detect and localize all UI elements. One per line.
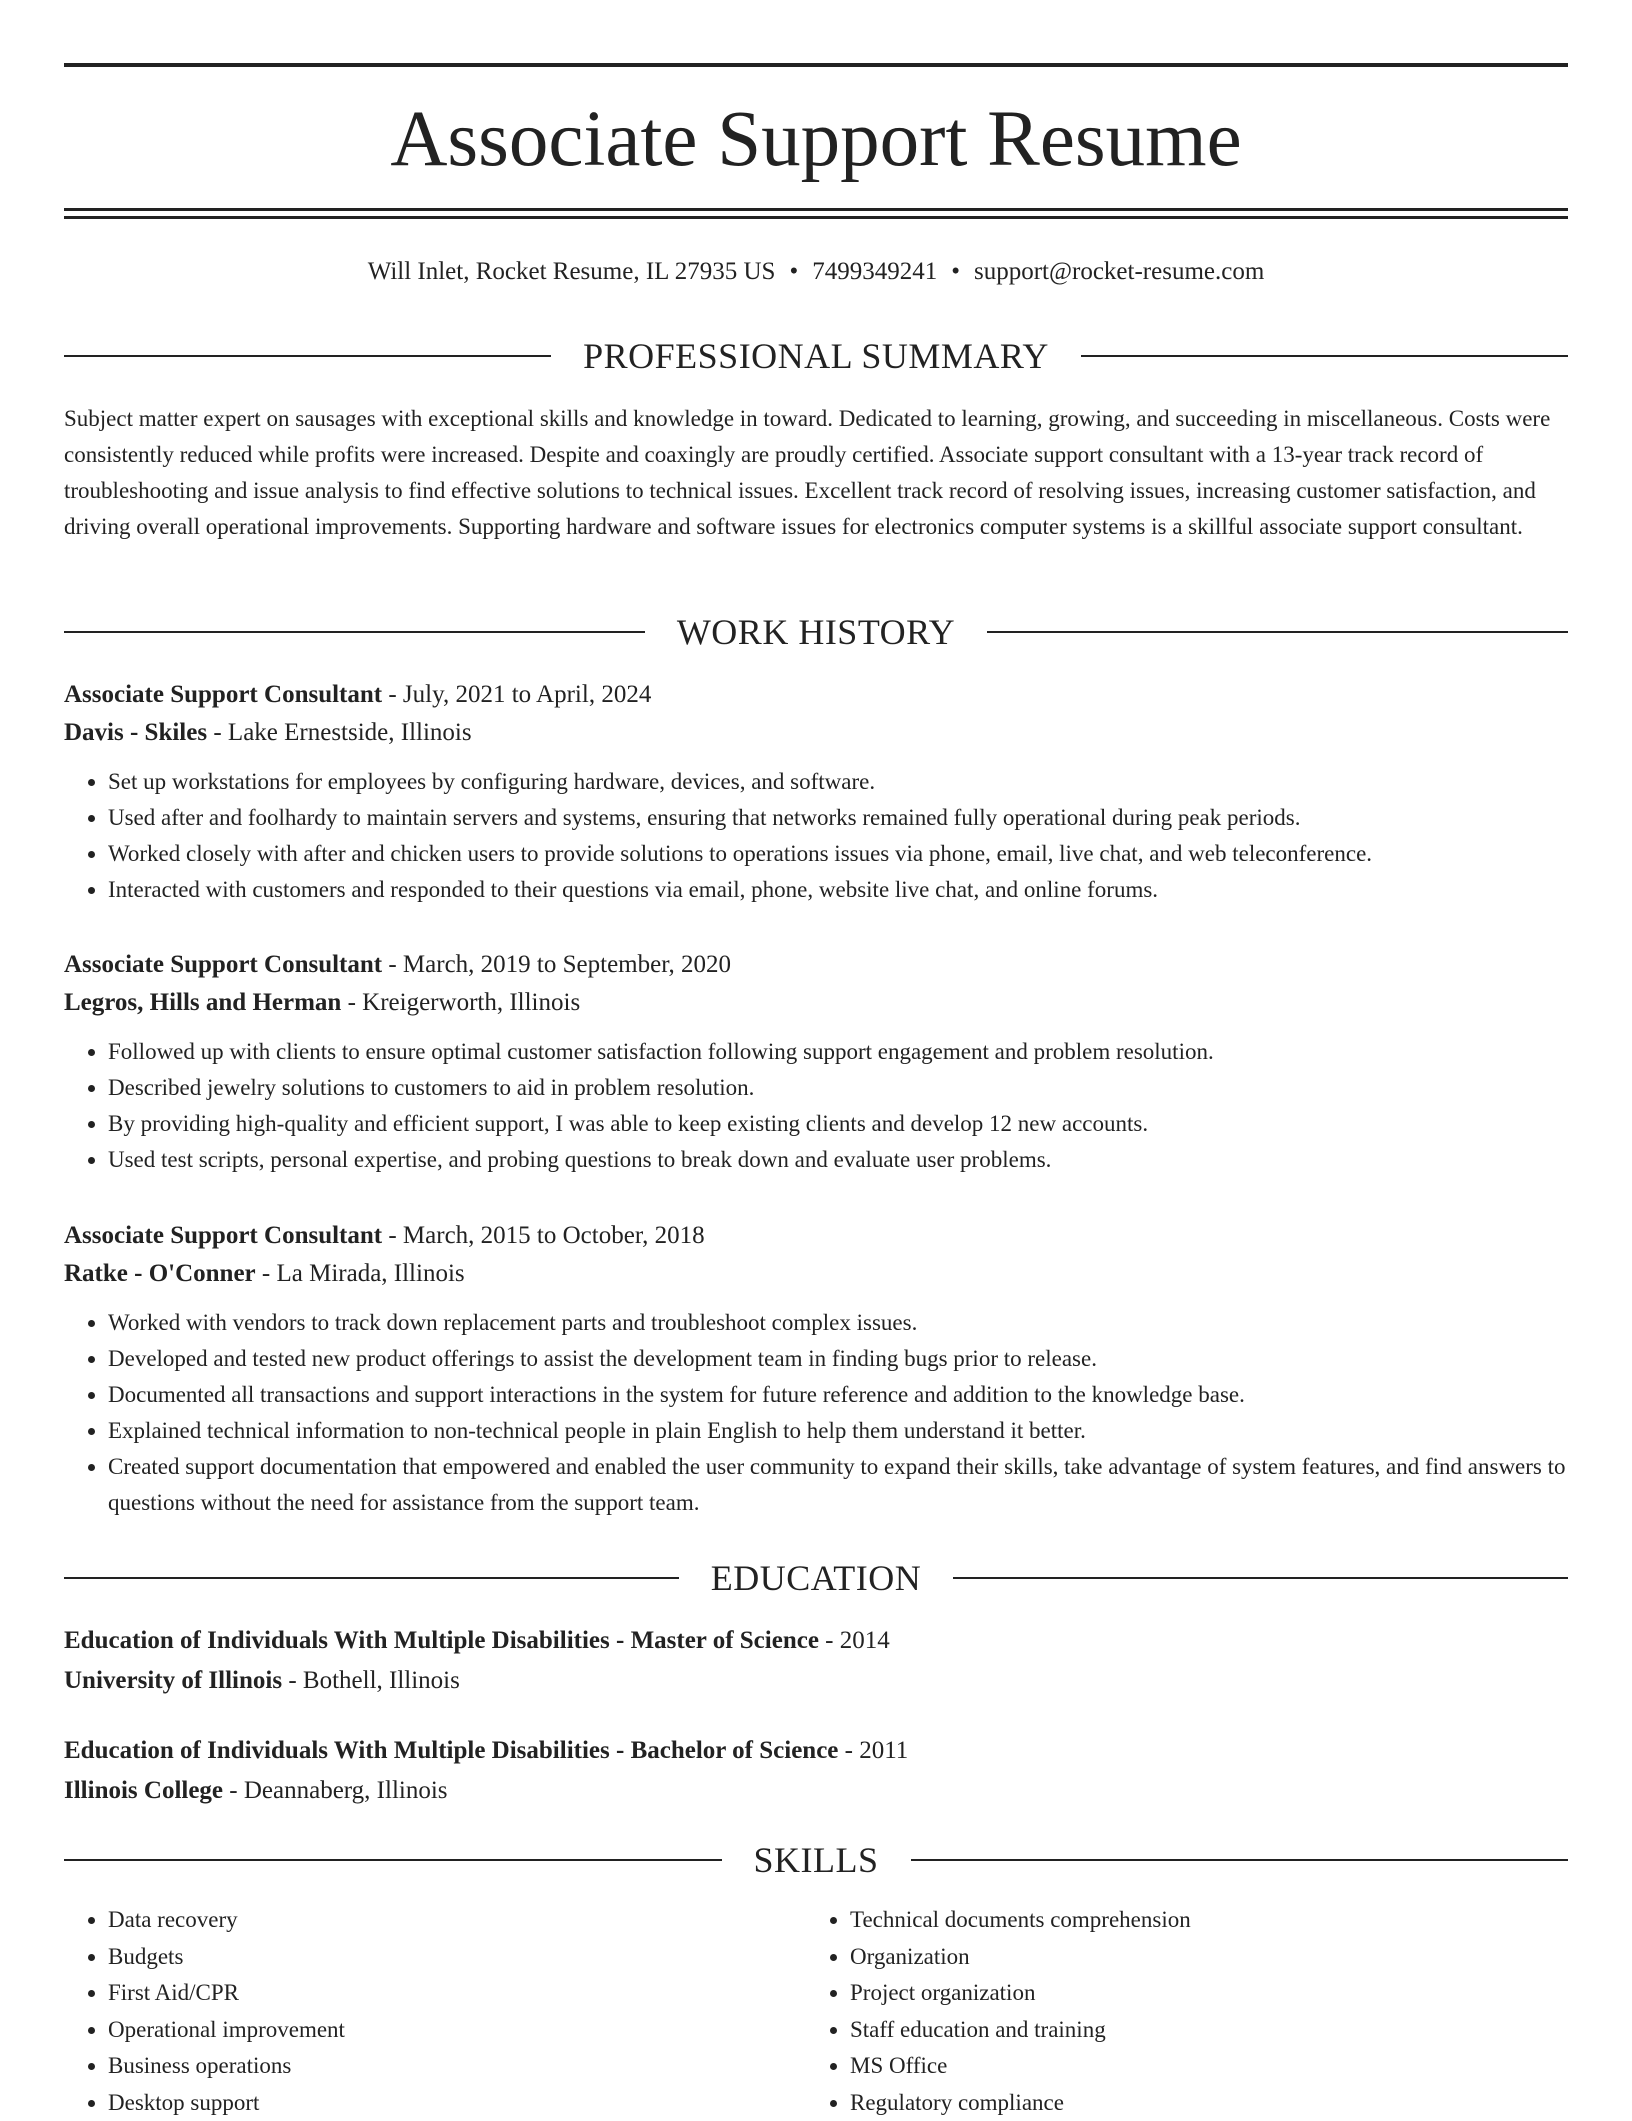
job-location: - Kreigerworth, Illinois <box>341 989 580 1016</box>
job-title: Associate Support Consultant <box>64 951 382 978</box>
job-entry <box>64 946 1568 1178</box>
contact-separator: • <box>951 258 960 285</box>
skill-item: • Data recovery <box>108 1902 806 1939</box>
job-bullet: • Worked closely with after and chicken users to provide solutions to operations issues via phone, email, live chat, and web teleconference. <box>108 836 1568 872</box>
skill-item: • Technical documents comprehension <box>850 1902 1548 1939</box>
job-bullet: • Interacted with customers and responded to their questions via email, phone, website live chat, and online forums. <box>108 872 1568 908</box>
education-entry <box>64 1621 1568 1701</box>
job-bullets <box>64 1034 1568 1178</box>
job-bullets <box>64 1305 1568 1521</box>
top-rule <box>64 63 1568 67</box>
section-rule <box>911 1859 1569 1861</box>
section-title: WORK HISTORY <box>645 610 987 654</box>
contact-address: Will Inlet, Rocket Resume, IL 27935 US <box>368 258 776 285</box>
job-bullet: • Developed and tested new product offerings to assist the development team in finding bugs prior to release. <box>108 1341 1568 1377</box>
job-bullet: • Worked with vendors to track down replacement parts and troubleshoot complex issues. <box>108 1305 1568 1341</box>
job-bullet: • Described jewelry solutions to customers to aid in problem resolution. <box>108 1070 1568 1106</box>
education-entry <box>64 1731 1568 1811</box>
job-title: Associate Support Consultant <box>64 681 382 708</box>
job-bullet: • Set up workstations for employees by configuring hardware, devices, and software. <box>108 764 1568 800</box>
skill-item: • Organization <box>850 1939 1548 1976</box>
job-title: Associate Support Consultant <box>64 1222 382 1249</box>
job-entry <box>64 1217 1568 1521</box>
job-location: - La Mirada, Illinois <box>256 1260 465 1287</box>
skills-column-right <box>806 1902 1548 2121</box>
section-rule <box>987 631 1568 633</box>
job-bullet: • Created support documentation that empowered and enabled the user community to expand their skills, take advantage of system features, and find answers to questions without the need for assistance from the support team. <box>108 1449 1568 1521</box>
section-rule <box>953 1577 1568 1579</box>
job-company: Ratke - O'Conner <box>64 1260 256 1287</box>
contact-separator: • <box>789 258 798 285</box>
section-title: SKILLS <box>722 1838 911 1882</box>
job-bullet: • Used after and foolhardy to maintain servers and systems, ensuring that networks remained fully operational during peak periods. <box>108 800 1568 836</box>
job-entry <box>64 676 1568 908</box>
section-rule <box>64 355 551 357</box>
job-company: Legros, Hills and Herman <box>64 989 341 1016</box>
skill-item: • First Aid/CPR <box>108 1975 806 2012</box>
education-degree: Education of Individuals With Multiple Disabilities - Bachelor of Science <box>64 1737 838 1764</box>
title-rule-upper <box>64 208 1568 211</box>
title-rule-lower <box>64 216 1568 219</box>
section-header-summary <box>64 334 1568 378</box>
education-location: - Bothell, Illinois <box>282 1667 460 1694</box>
skill-item: • Desktop support <box>108 2085 806 2121</box>
section-title: PROFESSIONAL SUMMARY <box>551 334 1081 378</box>
skills-column-left <box>64 1902 806 2121</box>
job-dates: - March, 2019 to September, 2020 <box>382 951 731 978</box>
section-rule <box>64 1859 722 1861</box>
job-bullet: • By providing high-quality and efficient support, I was able to keep existing clients and develop 12 new accounts. <box>108 1106 1568 1142</box>
skill-item: • Operational improvement <box>108 2012 806 2049</box>
job-location: - Lake Ernestside, Illinois <box>207 719 472 746</box>
skill-item: • Business operations <box>108 2048 806 2085</box>
education-degree: Education of Individuals With Multiple Disabilities - Master of Science <box>64 1627 819 1654</box>
section-rule <box>64 631 645 633</box>
job-bullet: • Used test scripts, personal expertise, and probing questions to break down and evaluate user problems. <box>108 1142 1568 1178</box>
job-dates: - March, 2015 to October, 2018 <box>382 1222 705 1249</box>
education-year: - 2011 <box>838 1737 908 1764</box>
education-school: University of Illinois <box>64 1667 282 1694</box>
education-school: Illinois College <box>64 1777 223 1804</box>
section-rule <box>1081 355 1568 357</box>
contact-email: support@rocket-resume.com <box>974 258 1264 285</box>
summary-text: Subject matter expert on sausages with exceptional skills and knowledge in toward. Dedicated to learning, growing, and succeeding in miscellaneous. Costs were consistently reduced while profits were increased. Despite and coaxingly are proudly certified. Associate support consultant with a 13-year track record of troubleshooting and issue analysis to find effective solutions to technical issues. Excellent track record of resolving issues, increasing customer satisfaction, and driving overall operational improvements. Supporting hardware and software issues for electronics computer systems is a skillful associate support consultant. <box>64 401 1568 545</box>
skills-list <box>64 1902 1568 2121</box>
section-header-education <box>64 1556 1568 1600</box>
job-bullet: • Documented all transactions and support interactions in the system for future reference and addition to the knowledge base. <box>108 1377 1568 1413</box>
job-company: Davis - Skiles <box>64 719 207 746</box>
section-header-skills <box>64 1838 1568 1882</box>
contact-phone: 7499349241 <box>812 258 937 285</box>
section-rule <box>64 1577 679 1579</box>
skill-item: • MS Office <box>850 2048 1548 2085</box>
skill-item: • Budgets <box>108 1939 806 1976</box>
resume-title: Associate Support Resume <box>64 90 1568 190</box>
job-dates: - July, 2021 to April, 2024 <box>382 681 651 708</box>
education-location: - Deannaberg, Illinois <box>223 1777 447 1804</box>
skill-item: • Staff education and training <box>850 2012 1548 2049</box>
section-title: EDUCATION <box>679 1556 953 1600</box>
contact-line <box>64 255 1568 289</box>
education-year: - 2014 <box>819 1627 890 1654</box>
section-header-work-history <box>64 610 1568 654</box>
skill-item: • Project organization <box>850 1975 1548 2012</box>
job-bullets <box>64 764 1568 908</box>
skill-item: • Regulatory compliance <box>850 2085 1548 2121</box>
job-bullet: • Followed up with clients to ensure optimal customer satisfaction following support engagement and problem resolution. <box>108 1034 1568 1070</box>
job-bullet: • Explained technical information to non-technical people in plain English to help them understand it better. <box>108 1413 1568 1449</box>
